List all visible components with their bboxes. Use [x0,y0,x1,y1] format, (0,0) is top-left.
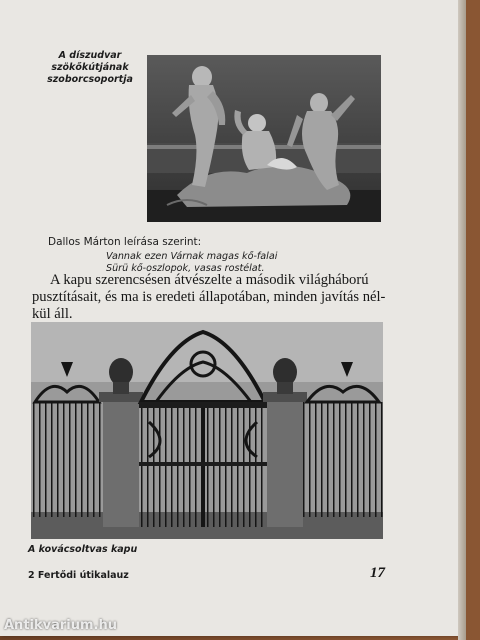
fountain-sculpture-image [147,55,381,222]
quote-line: Sürü kő-oszlopok, vasas rostélat. [106,263,265,274]
page-edge [458,0,466,640]
intro-line: Dallos Márton leírása szerint: [48,236,202,248]
body-line: kül áll. [32,306,73,322]
footer-signature: 2 Fertődi útikalauz [28,570,129,581]
body-paragraph [32,272,386,323]
quote-line: Vannak ezen Várnak magas kő-falai [106,251,278,262]
caption-line: szoborcsoportja [47,74,133,85]
watermark: Antikvarium.hu [4,618,117,633]
caption-line: A díszudvar [58,50,122,61]
page-number: 17 [370,565,385,581]
wrought-iron-gate-photo [31,322,383,539]
gate-photo-caption: A kovácsoltvas kapu [28,544,138,555]
body-line: A kapu szerencsésen átvészelte a második világháború [50,272,369,288]
body-line: pusztításait, és ma is eredeti állapotában, minden javítás nél- [32,289,386,305]
fountain-sculpture-photo [147,55,381,222]
fountain-photo-caption [40,50,140,86]
caption-line: szökőkútjának [51,62,129,73]
wrought-iron-gate-image [31,322,383,539]
